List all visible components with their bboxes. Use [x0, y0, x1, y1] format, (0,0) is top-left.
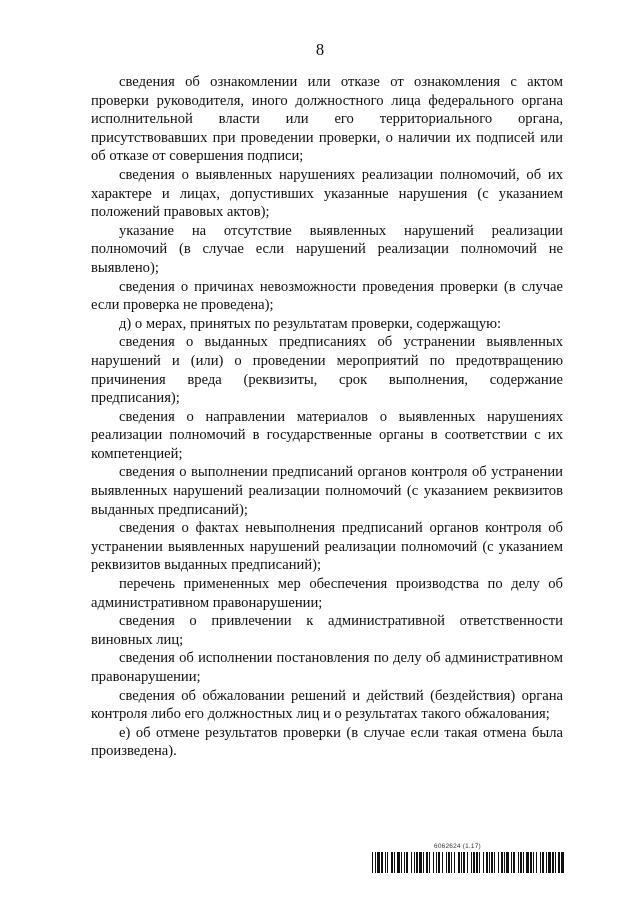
- paragraph: сведения об ознакомлении или отказе от ознакомления с актом проверки руководителя, иного должностного лица федерального органа исполнительной власти или его территориального органа, присутствовавших при проведении проверки, о наличии их подписей или об отказе от совершения подписи;: [91, 74, 563, 165]
- paragraph: перечень примененных мер обеспечения производства по делу об административном правонарушении;: [91, 576, 563, 611]
- paragraph: сведения о выявленных нарушениях реализации полномочий, об их характере и лицах, допустивших указанные нарушения (с указанием положений правовых актов);: [91, 166, 563, 221]
- paragraph: сведения о привлечении к административной ответственности виновных лиц;: [91, 613, 563, 648]
- document-code: 6062624 (1.17): [434, 843, 481, 850]
- barcode-icon: [372, 852, 565, 873]
- paragraph: сведения о причинах невозможности проведения проверки (в случае если проверка не проведена);: [91, 278, 563, 314]
- paragraph: сведения о выданных предписаниях об устранении выявленных нарушений и (или) о проведении мероприятий по предотвращению причинения вреда (реквизиты, срок выполнения, содержание предписания);: [91, 334, 563, 407]
- paragraph: сведения о направлении материалов о выявленных нарушениях реализации полномочий в государственные органы в соответствии с их компетенцией;: [91, 408, 563, 462]
- paragraph: сведения об обжаловании решений и действий (бездействия) органа контроля либо его должностных лиц и о результатах такого обжалования;: [91, 687, 563, 723]
- paragraph: д) о мерах, принятых по результатам проверки, содержащую:: [119, 315, 502, 332]
- paragraph: сведения о фактах невыполнения предписаний органов контроля об устранении выявленных нарушений реализации полномочий (с указанием реквизитов выданных предписаний);: [91, 520, 563, 574]
- document-body: [91, 73, 563, 761]
- paragraph: сведения об исполнении постановления по делу об административном правонарушении;: [91, 650, 563, 685]
- page-number: 8: [315, 40, 325, 59]
- paragraph: сведения о выполнении предписаний органов контроля об устранении выявленных нарушений реализации полномочий (с указанием реквизитов выданных предписаний);: [91, 464, 563, 518]
- paragraph: е) об отмене результатов проверки (в случае если такая отмена была произведена).: [91, 724, 563, 760]
- paragraph: указание на отсутствие выявленных нарушений реализации полномочий (в случае если нарушений реализации полномочий не выявлено);: [91, 222, 563, 276]
